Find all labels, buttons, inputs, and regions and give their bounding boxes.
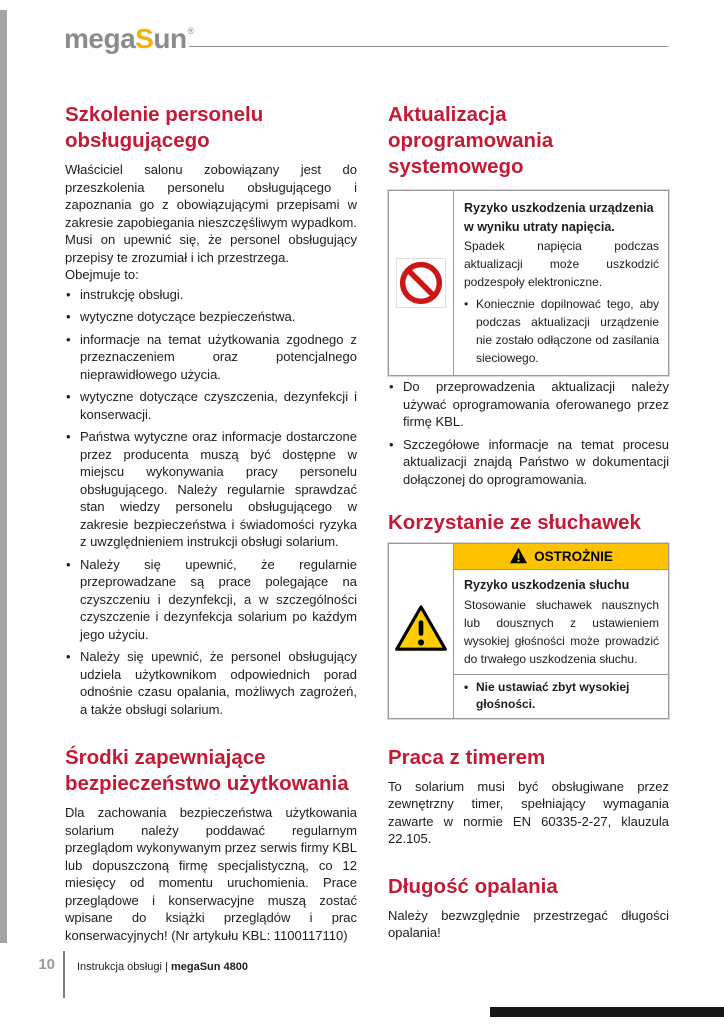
caution-box-right <box>454 544 668 718</box>
caution-box-content <box>454 570 668 674</box>
right-column <box>388 102 669 942</box>
header-rule <box>189 46 668 47</box>
warning-triangle-icon <box>394 604 448 658</box>
left-edge-bar <box>0 10 7 943</box>
aktualizacja-bullet-list <box>388 378 669 488</box>
registered-mark-icon: ® <box>187 26 194 36</box>
section-title-aktualizacja: Aktualizacja oprogramowania systemowego <box>388 103 554 178</box>
timer-body: To solarium musi być obsługiwane przez zewnętrzny timer, spełniający wymagania zawarte w normie EN 60335-2-27, klauzula 22.105. <box>388 778 669 846</box>
caution-box-title: Ryzyko uszkodzenia słuchu <box>464 578 630 592</box>
warning-box-title: Ryzyko uszkodzenia urządzenia w wyniku utraty napięcia. <box>464 201 654 234</box>
list-item: • Należy się upewnić, że regularnie przeprowadzane są prace polegające na czyszczeniu i dezynfekcji, a w szczególności czyszczenie i dezynfekcja solarium po każdym jego użyciu. <box>65 556 357 644</box>
warning-box-icon-cell <box>389 191 454 375</box>
szkolenie-bullet-list <box>65 286 357 719</box>
srodki-body: Dla zachowania bezpieczeństwa użytkowania solarium należy poddawać regularnym przeglądom wykonywanym przez serwis firmy KBL lub dopuszczoną firmę specjalistyczną, co 12 miesięcy od momentu uruchomienia. Prace przeglądowe i konserwacyjne muszą zostać wpisane do książki przeglądów i prac konserwacyjnych! (Nr artykułu KBL: 1100117110) <box>65 805 357 943</box>
caution-triangle-small-icon <box>509 547 528 567</box>
caution-header-bar <box>454 544 668 570</box>
list-item: • Państwa wytyczne oraz informacje dostarczone przez producenta muszą być dostępne w miejscu wykonywania pracy personelu obsługującego. Należy regularnie sprawdzać stan wiedzy personelu obsługującego w zakresie bezpieczeństwa i świadomości ryzyka z uwzględnieniem instrukcji obsługi solarium. <box>65 428 357 551</box>
szkolenie-list-lead: Obejmuje to: <box>65 267 139 282</box>
warning-box-bullet-list <box>464 295 659 367</box>
list-item: • Szczegółowe informacje na temat procesu aktualizacji znajdą Państwo w dokumentacji dołączonej do oprogramowania. <box>388 436 669 489</box>
section-title-sluchawki: Korzystanie ze słuchawek <box>388 511 641 534</box>
footer-divider <box>63 951 65 998</box>
szkolenie-intro: Właściciel salonu zobowiązany jest do przeszkolenia personelu obsługującego i zapoznania go z obowiązującymi przepisami w zakresie zapobiegania nieszczęśliwym wypadkom. Musi on upewnić się, że personel obsługujący przepisy te zrozumiał i ich przestrzega. <box>65 162 357 265</box>
caution-box-body: Stosowanie słuchawek nausznych lub dousznych z ustawieniem wysokiej głośności może prowadzić do trwałego uszkodzenia słuchu. <box>464 597 659 666</box>
list-item: • instrukcję obsługi. <box>65 286 357 304</box>
section-title-srodki: Środki zapewniające bezpieczeństwo użytkowania <box>65 746 349 795</box>
megasun-logo <box>64 14 194 56</box>
list-item: • Nie ustawiać zbyt wysokiej głośności. <box>464 679 659 713</box>
voltage-warning-box <box>388 190 669 376</box>
caution-header-label: OSTROŻNIE <box>534 549 613 564</box>
prohibition-icon <box>396 258 446 308</box>
list-item: • Należy się upewnić, że personel obsługujący udziela użytkownikom odpowiednich porad odnośnie czasu opalania, możliwych zagrożeń, a także obsługi solarium. <box>65 648 357 718</box>
logo-text-un: un <box>153 23 187 54</box>
left-column <box>65 102 357 944</box>
headphones-caution-box <box>388 543 669 719</box>
bottom-index-bar <box>490 1007 724 1017</box>
logo-text-s: S <box>135 23 154 54</box>
page-number: 10 <box>38 956 55 973</box>
warning-box-content <box>454 191 668 375</box>
section-title-dlugosc: Długość opalania <box>388 874 558 898</box>
list-item: • wytyczne dotyczące czyszczenia, dezynfekcji i konserwacji. <box>65 388 357 423</box>
list-item: • Do przeprowadzenia aktualizacji należy używać oprogramowania oferowanego przez firmę KBL. <box>388 378 669 431</box>
list-item: • Koniecznie dopilnować tego, aby podczas aktualizacji urządzenie nie zostało odłączone od zasilania sieciowego. <box>464 295 659 367</box>
footer-text <box>77 961 248 973</box>
section-title-timer: Praca z timerem <box>388 745 546 769</box>
list-item: • wytyczne dotyczące bezpieczeństwa. <box>65 308 357 326</box>
warning-box-body: Spadek napięcia podczas aktualizacji może uszkodzić podzespoły elektroniczne. <box>464 239 659 289</box>
caution-box-icon-cell <box>389 544 454 718</box>
caution-box-note-row <box>454 674 668 718</box>
logo-text-mega: mega <box>64 23 136 54</box>
footer-text-bold: megaSun 4800 <box>170 961 249 973</box>
footer-text-regular: Instrukcja obsługi | <box>77 961 171 973</box>
list-item: • informacje na temat użytkowania zgodnego z przeznaczeniem oraz potencjalnego nieprawidłowego użycia. <box>65 331 357 384</box>
section-title-szkolenie: Szkolenie personelu obsługującego <box>65 103 264 152</box>
dlugosc-body: Należy bezwzględnie przestrzegać długości opalania! <box>388 907 669 940</box>
